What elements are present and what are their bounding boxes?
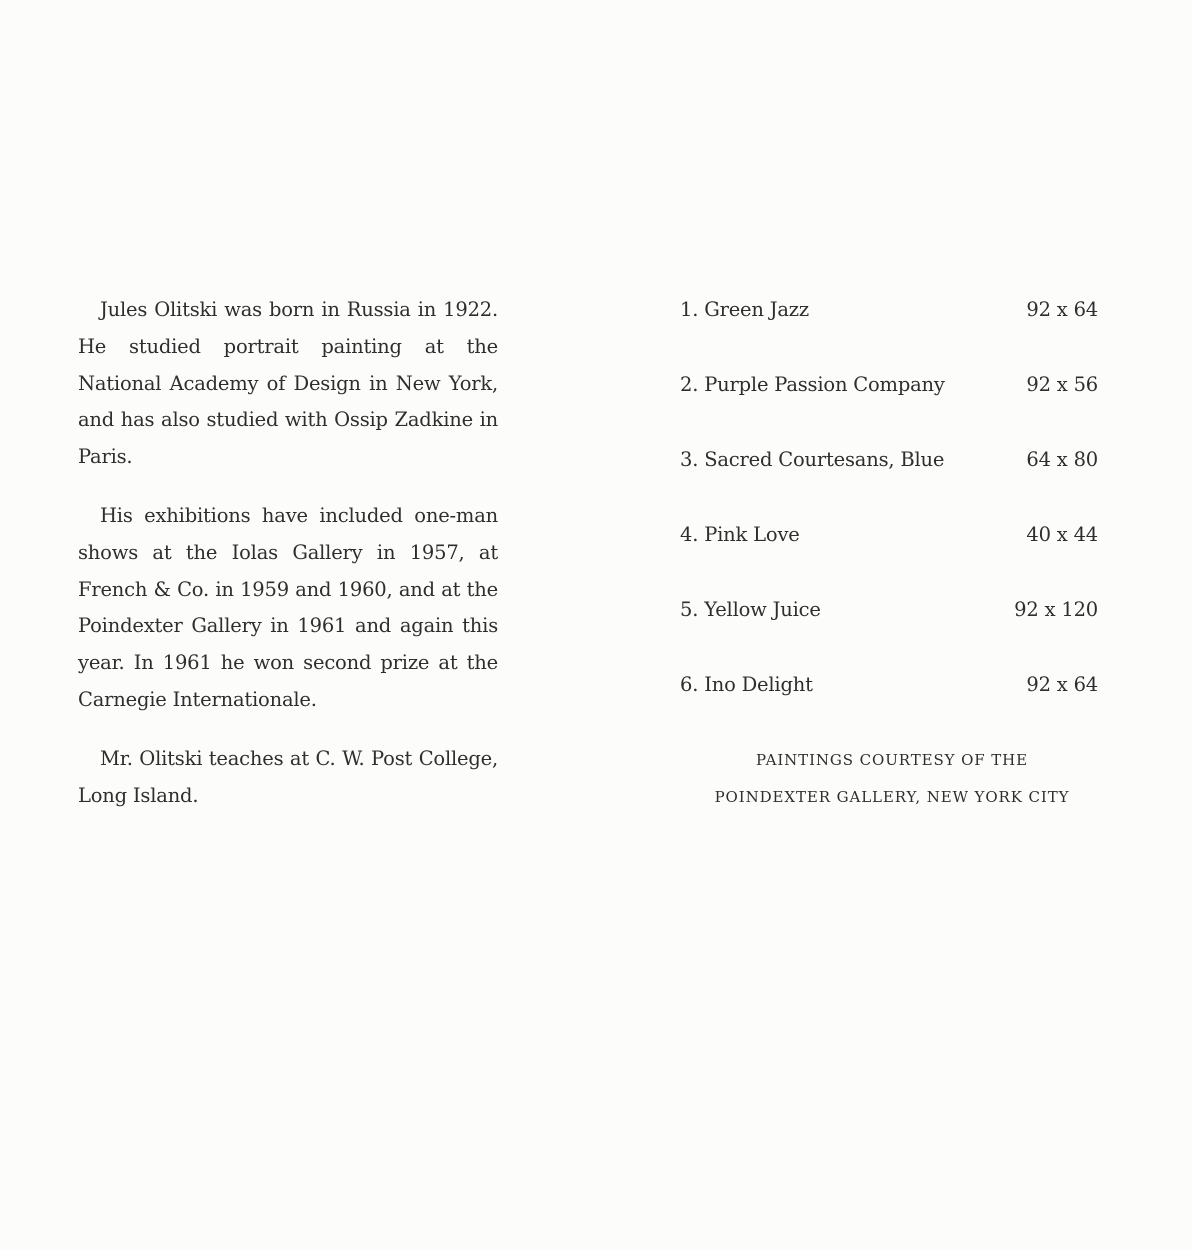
painting-title: Sacred Courtesans, Blue — [704, 448, 945, 471]
painting-title: Green Jazz — [704, 298, 809, 321]
painting-item — [680, 667, 1100, 703]
painting-title: Purple Passion Company — [704, 373, 945, 396]
painting-item — [680, 517, 1100, 553]
painting-dimensions: 92 x 56 — [1026, 373, 1098, 396]
painting-item — [680, 592, 1100, 628]
painting-dimensions: 64 x 80 — [1026, 448, 1098, 471]
painting-dimensions: 92 x 64 — [1026, 673, 1098, 696]
bio-paragraph-teaching: Mr. Olitski teaches at C. W. Post College, Long Island. — [78, 746, 498, 807]
painting-dimensions: 92 x 64 — [1026, 298, 1098, 321]
bio-paragraph-birth: Jules Olitski was born in Russia in 1922. He studied portrait painting at the National Academy of Design in New York, and has also studied with Ossip Zadkine in Paris. — [78, 298, 498, 469]
painting-item — [680, 292, 1100, 328]
painting-item — [680, 367, 1100, 403]
painting-title: Pink Love — [704, 523, 800, 546]
bio-paragraph-exhibitions: His exhibitions have included one-man shows at the Iolas Gallery in 1957, at French & Co. in 1959 and 1960, and at the Poindexter Gallery in 1961 and again this year. In 1961 he won second prize at the Carnegie Internationale. — [78, 503, 498, 711]
painting-number: 2. — [680, 373, 699, 396]
painting-title: Ino Delight — [704, 673, 813, 696]
painting-item — [680, 442, 1100, 478]
painting-number: 5. — [680, 598, 699, 621]
credit-line-1: PAINTINGS COURTESY OF THE — [755, 751, 1029, 769]
painting-number: 3. — [680, 448, 699, 471]
painting-dimensions: 92 x 120 — [1014, 598, 1098, 621]
painting-number: 6. — [680, 673, 699, 696]
courtesy-credit — [680, 742, 1104, 816]
credit-line-2: POINDEXTER GALLERY, NEW YORK CITY — [714, 788, 1070, 806]
painting-number: 4. — [680, 523, 699, 546]
artist-biography — [78, 292, 498, 836]
painting-number: 1. — [680, 298, 699, 321]
painting-dimensions: 40 x 44 — [1026, 523, 1098, 546]
painting-title: Yellow Juice — [704, 598, 821, 621]
